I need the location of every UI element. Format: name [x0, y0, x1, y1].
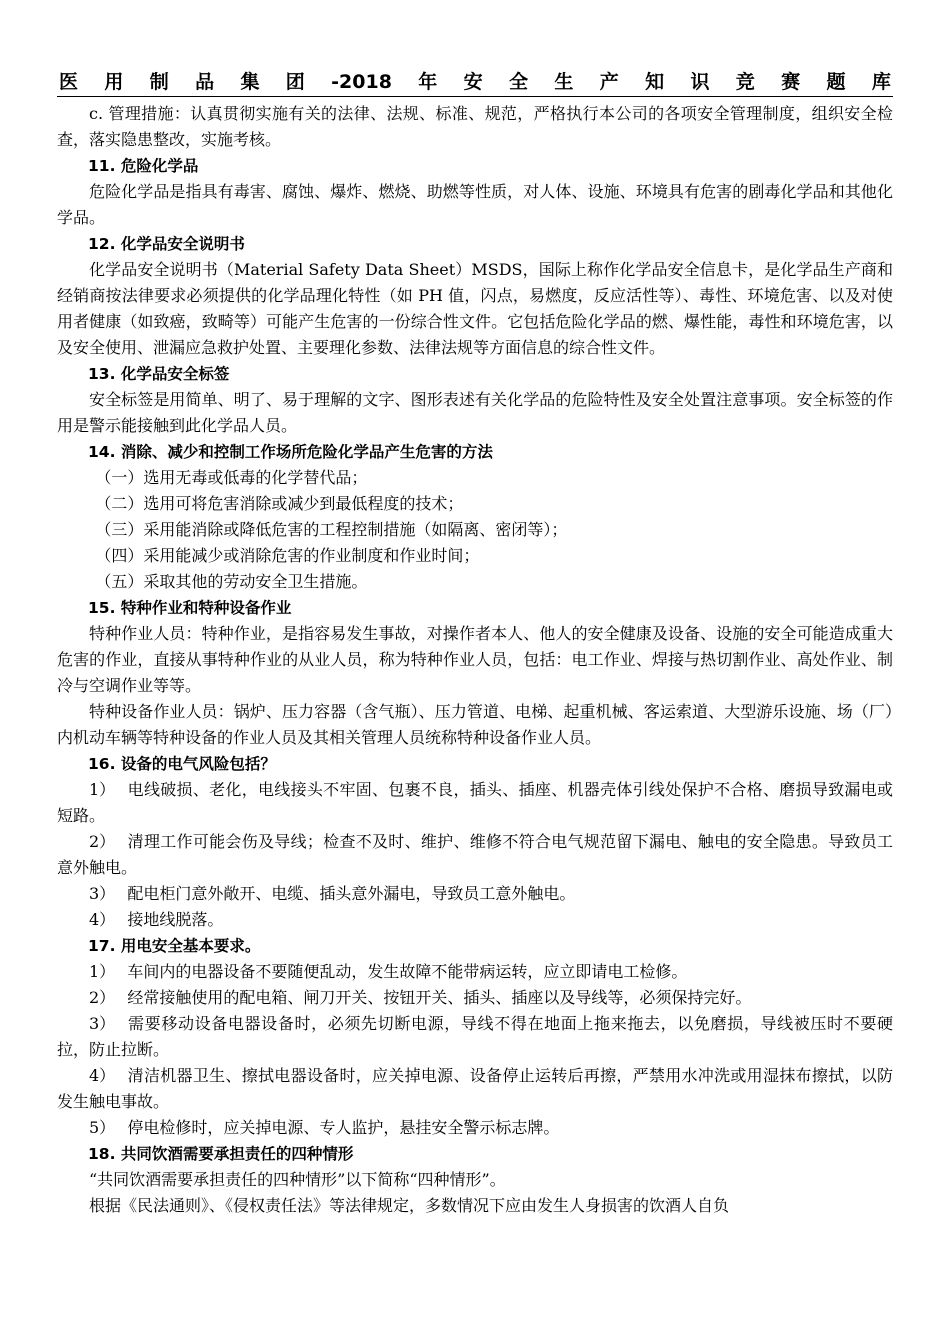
item-number: 5） [89, 1118, 116, 1137]
header-char: 识 [690, 71, 710, 93]
list-item: （三）采用能消除或降低危害的工程控制措施（如隔离、密闭等）； [95, 520, 568, 539]
section-heading: 18. 共同饮酒需要承担责任的四种情形 [88, 1145, 354, 1163]
header-char: 制 [149, 71, 169, 93]
section-heading: 17. 用电安全基本要求。 [88, 937, 261, 955]
header-char: 库 [871, 71, 891, 93]
list-item: （五）采取其他的劳动安全卫生措施。 [95, 572, 368, 591]
header-char: 医 [59, 71, 79, 93]
header-char: -2018 [331, 71, 392, 93]
list-item: （一）选用无毒或低毒的化学替代品； [95, 468, 368, 487]
header-char: 用 [104, 71, 124, 93]
list-item: （二）选用可将危害消除或减少到最低程度的技术； [95, 494, 464, 513]
document-page [57, 66, 893, 1219]
item-number: 4） [89, 910, 116, 929]
item-number: 3） [89, 884, 116, 903]
numbered-item [57, 881, 893, 907]
paragraph: c. 管理措施：认真贯彻实施有关的法律、法规、标准、规范，严格执行本公司的各项安全管理制度，组织安全检查，落实隐患整改，实施考核。 [57, 104, 893, 149]
section-heading: 11. 危险化学品 [88, 157, 199, 175]
header-char: 集 [240, 71, 260, 93]
paragraph: “共同饮酒需要承担责任的四种情形”以下简称“四种情形”。 [89, 1170, 506, 1189]
item-text: 经常接触使用的配电箱、闸刀开关、按钮开关、插头、插座以及导线等，必须保持完好。 [127, 988, 752, 1007]
paragraph: 化学品安全说明书（Material Safety Data Sheet）MSDS，国际上称作化学品安全信息卡，是化学品生产商和经销商按法律要求必须提供的化学品理化特性（如 PH 值，闪点，易燃度，反应活性等）、毒性、环境危害、以及对使用者健康（如致癌，致畸等）可能产生危害的一份综合性文件。它包括危险化学品的燃、爆性能，毒性和环境危害，以及安全使用、泄漏应急救护处置、主要理化参数、法律法规等方面信息的综合性文件。 [57, 260, 893, 357]
numbered-item [57, 907, 893, 933]
header-char: 题 [826, 71, 846, 93]
section-heading: 16. 设备的电气风险包括？ [88, 755, 276, 773]
paragraph: 特种作业人员：特种作业，是指容易发生事故，对操作者本人、他人的安全健康及设备、设施的安全可能造成重大危害的作业，直接从事特种作业的从业人员，称为特种作业人员，包括：电工作业、焊接与热切割作业、高处作业、制冷与空调作业等等。 [57, 624, 893, 695]
paragraph: 根据《民法通则》、《侵权责任法》等法律规定，多数情况下应由发生人身损害的饮酒人自负 [89, 1196, 730, 1215]
numbered-item [57, 777, 893, 829]
section-heading: 15. 特种作业和特种设备作业 [88, 599, 292, 617]
item-text: 接地线脱落。 [127, 910, 224, 929]
item-number: 1） [89, 962, 116, 981]
item-text: 停电检修时，应关掉电源、专人监护，悬挂安全警示标志牌。 [127, 1118, 560, 1137]
header-char: 赛 [781, 71, 801, 93]
item-text: 电线破损、老化，电线接头不牢固、包裹不良，插头、插座、机器壳体引线处保护不合格、磨损导致漏电或短路。 [57, 780, 893, 825]
numbered-item [57, 1063, 893, 1115]
header-char: 知 [645, 71, 665, 93]
header-char: 生 [554, 71, 574, 93]
item-text: 清理工作可能会伤及导线；检查不及时、维护、维修不符合电气规范留下漏电、触电的安全隐患。导致员工意外触电。 [57, 832, 893, 877]
header-char: 年 [418, 71, 438, 93]
item-number: 4） [89, 1066, 116, 1085]
paragraph: 危险化学品是指具有毒害、腐蚀、爆炸、燃烧、助燃等性质，对人体、设施、环境具有危害的剧毒化学品和其他化学品。 [57, 182, 893, 227]
section-heading: 12. 化学品安全说明书 [88, 235, 245, 253]
item-number: 2） [89, 832, 116, 851]
header-char: 品 [195, 71, 215, 93]
item-text: 车间内的电器设备不要随便乱动，发生故障不能带病运转，应立即请电工检修。 [127, 962, 688, 981]
numbered-item [57, 985, 893, 1011]
page-header [57, 66, 893, 97]
numbered-item [57, 959, 893, 985]
paragraph: 安全标签是用简单、明了、易于理解的文字、图形表述有关化学品的危险特性及安全处置注意事项。安全标签的作用是警示能接触到此化学品人员。 [57, 390, 893, 435]
item-text: 配电柜门意外敞开、电缆、插头意外漏电，导致员工意外触电。 [127, 884, 576, 903]
item-number: 1） [89, 780, 116, 799]
item-number: 2） [89, 988, 116, 1007]
item-text: 清洁机器卫生、擦拭电器设备时，应关掉电源、设备停止运转后再擦，严禁用水冲洗或用湿抹布擦拭，以防发生触电事故。 [57, 1066, 893, 1111]
item-number: 3） [89, 1014, 116, 1033]
item-text: 需要移动设备电器设备时，必须先切断电源，导线不得在地面上拖来拖去，以免磨损，导线被压时不要硬拉，防止拉断。 [57, 1014, 893, 1059]
section-heading: 13. 化学品安全标签 [88, 365, 230, 383]
header-char: 产 [599, 71, 619, 93]
document-body [57, 101, 893, 1219]
header-char: 竞 [735, 71, 755, 93]
paragraph: 特种设备作业人员：锅炉、压力容器（含气瓶）、压力管道、电梯、起重机械、客运索道、大型游乐设施、场（厂）内机动车辆等特种设备的作业人员及其相关管理人员统称特种设备作业人员。 [57, 702, 893, 747]
header-char: 团 [285, 71, 305, 93]
list-item: （四）采用能减少或消除危害的作业制度和作业时间； [95, 546, 480, 565]
numbered-item [57, 1115, 893, 1141]
numbered-item [57, 829, 893, 881]
header-char: 安 [463, 71, 483, 93]
header-char: 全 [509, 71, 529, 93]
numbered-item [57, 1011, 893, 1063]
section-heading: 14. 消除、减少和控制工作场所危险化学品产生危害的方法 [88, 443, 493, 461]
